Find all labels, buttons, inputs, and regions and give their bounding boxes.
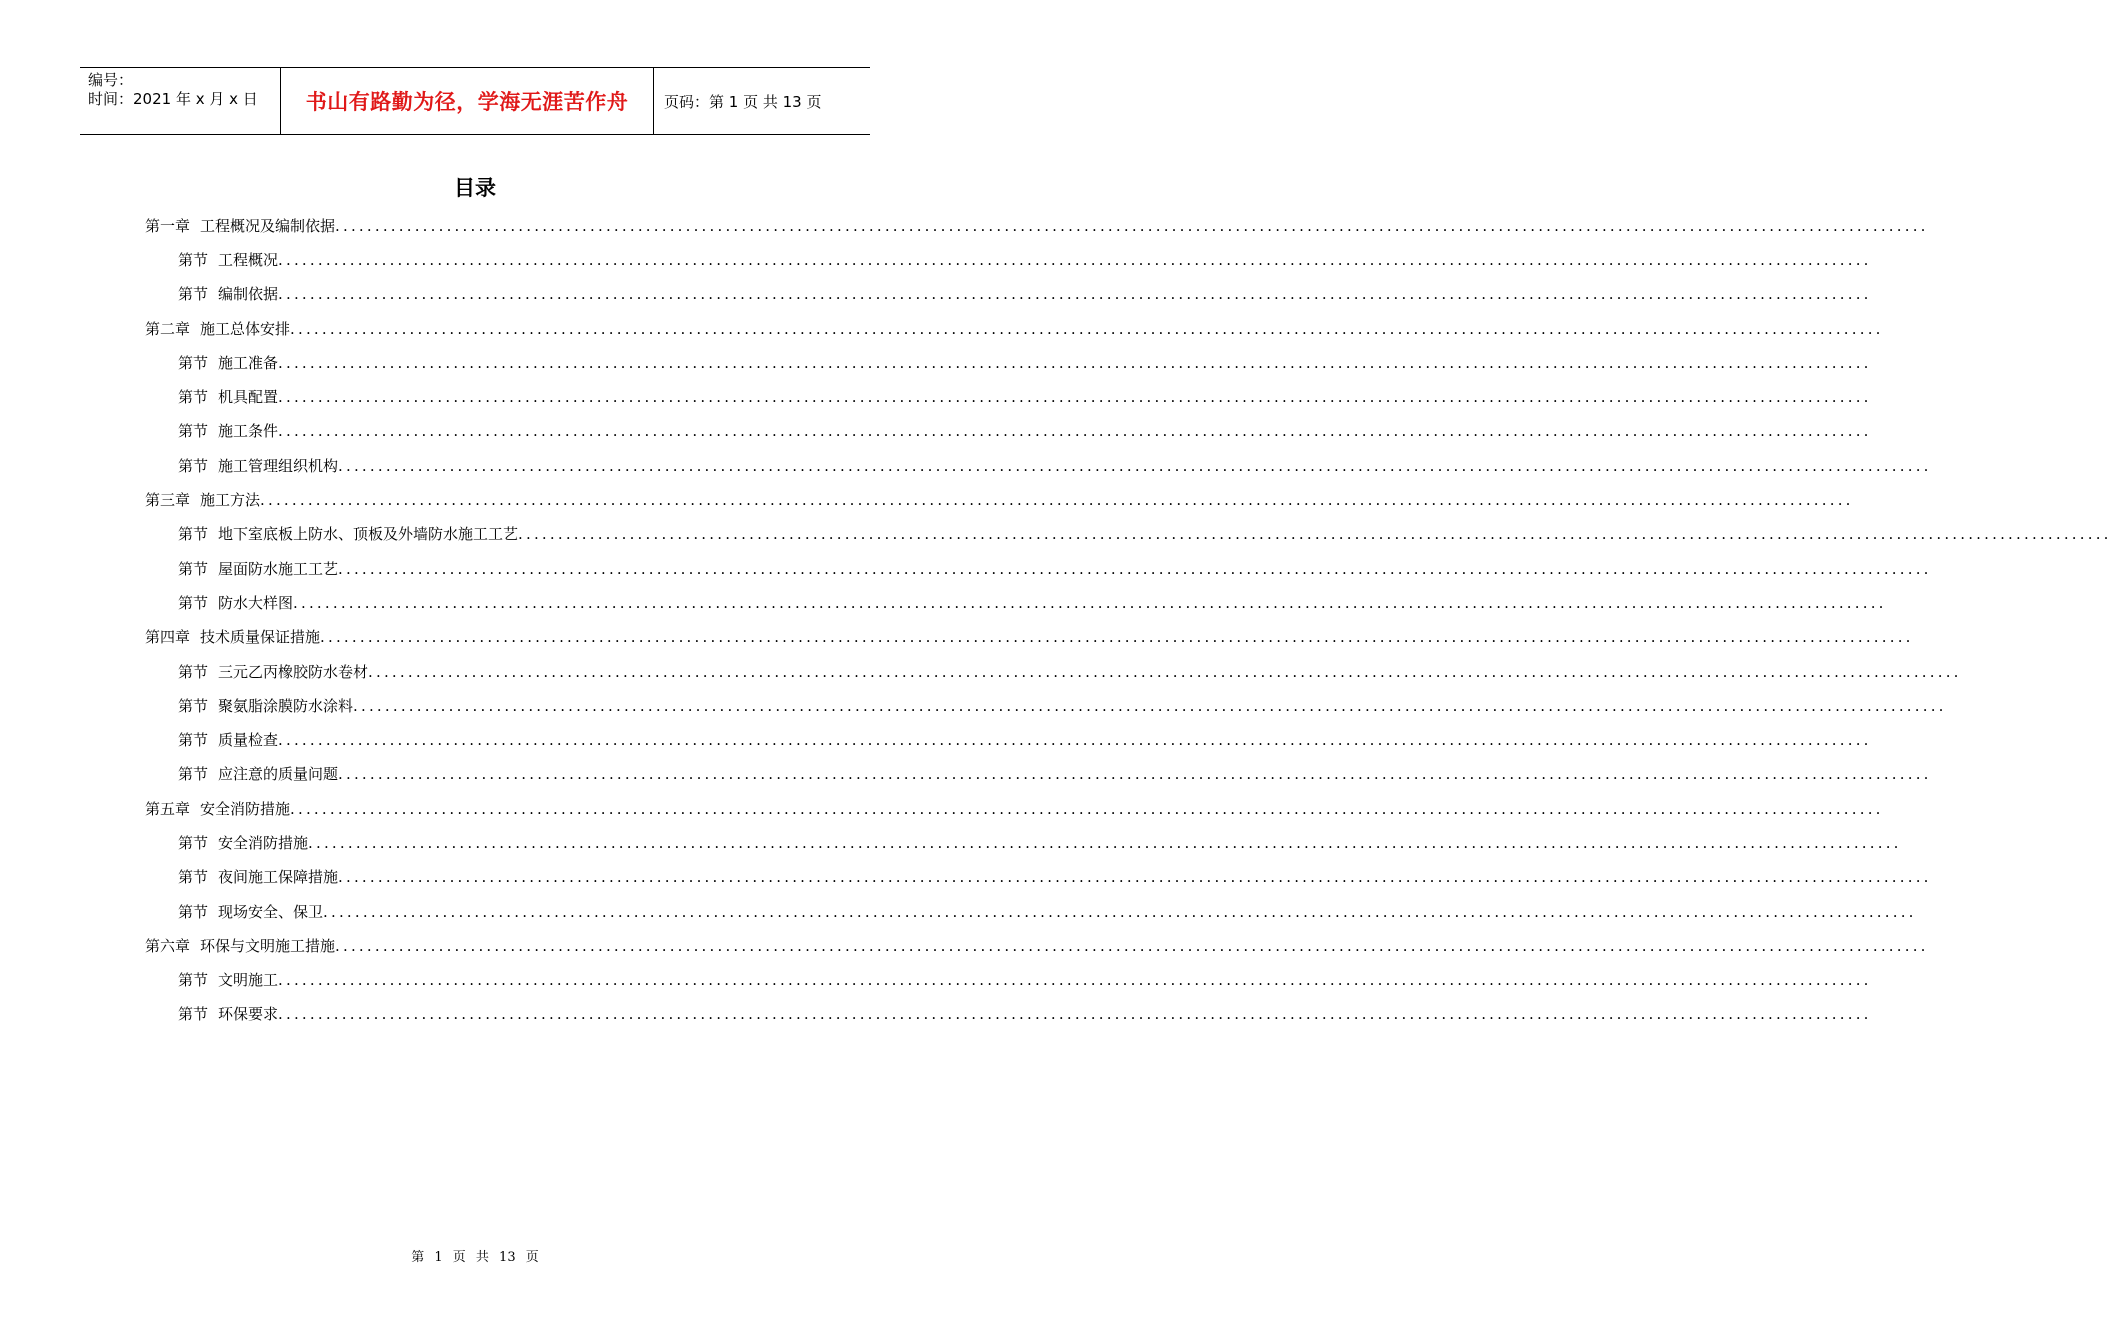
toc-section-entry[interactable]	[0, 379, 1872, 413]
toc-entry-line	[178, 420, 1872, 441]
header-motto: 书山有路勤为径，学海无涯苦作舟	[305, 90, 629, 114]
toc-entry-prefix: 第节	[178, 868, 209, 887]
toc-dot-leader: ........................................................................................................................................................................................................	[308, 833, 1902, 852]
table-of-contents	[0, 208, 2112, 1031]
toc-entry-prefix: 第节	[178, 388, 209, 407]
toc-dot-leader: ........................................................................................................................................................................................................	[278, 353, 1872, 372]
toc-entry-line	[178, 763, 1932, 784]
toc-section-entry[interactable]	[0, 551, 1932, 585]
toc-dot-leader: ........................................................................................................................................................................................................	[338, 765, 1932, 784]
toc-entry-prefix: 第节	[178, 1005, 209, 1024]
toc-section-entry[interactable]	[0, 963, 1872, 997]
toc-entry-line	[178, 832, 1902, 853]
toc-dot-leader: ........................................................................................................................................................................................................	[338, 868, 1932, 887]
toc-dot-leader: ........................................................................................................................................................................................................	[338, 456, 1932, 475]
toc-entry-line	[178, 866, 1932, 887]
toc-dot-leader: ........................................................................................................................................................................................................	[335, 216, 1929, 235]
toc-entry-line	[178, 592, 1887, 613]
toc-entry-prefix: 第二章	[145, 319, 191, 338]
toc-section-entry[interactable]	[0, 894, 1917, 928]
toc-chapter-entry[interactable]	[0, 482, 1854, 516]
toc-dot-leader: ........................................................................................................................................................................................................	[278, 971, 1872, 990]
toc-entry-prefix: 第节	[178, 833, 209, 852]
toc-entry-line	[178, 386, 1872, 407]
toc-chapter-entry[interactable]	[0, 311, 1884, 345]
toc-entry-text: 聚氨脂涂膜防水涂料	[218, 696, 354, 715]
toc-section-entry[interactable]	[0, 517, 2112, 551]
toc-dot-leader: ........................................................................................................................................................................................................	[290, 799, 1884, 818]
toc-entry-line	[178, 455, 1932, 476]
toc-entry-prefix: 第节	[178, 902, 209, 921]
toc-entry-line	[178, 523, 2112, 544]
header-motto-cell	[281, 68, 654, 134]
toc-chapter-entry[interactable]	[0, 928, 1929, 962]
toc-entry-prefix: 第节	[178, 593, 209, 612]
toc-entry-text: 地下室底板上防水、顶板及外墙防水施工工艺	[218, 525, 519, 544]
toc-entry-text: 编制依据	[218, 285, 279, 304]
header-page-info: 页码：第 1 页 共 13 页	[664, 92, 822, 111]
toc-entry-line	[145, 318, 1884, 339]
toc-dot-leader: ........................................................................................................................................................................................................	[293, 593, 1887, 612]
toc-entry-line	[178, 283, 1872, 304]
toc-entry-text: 施工管理组织机构	[218, 456, 339, 475]
toc-chapter-entry[interactable]	[0, 791, 1884, 825]
toc-section-entry[interactable]	[0, 757, 1932, 791]
toc-entry-text: 三元乙丙橡胶防水卷材	[218, 662, 369, 681]
toc-entry-text: 施工方法	[200, 491, 261, 510]
toc-entry-line	[178, 558, 1932, 579]
toc-dot-leader: ........................................................................................................................................................................................................	[518, 525, 2112, 544]
toc-entry-text: 施工总体安排	[200, 319, 291, 338]
toc-entry-text: 环保与文明施工措施	[200, 936, 336, 955]
toc-entry-text: 技术质量保证措施	[200, 628, 321, 647]
toc-section-entry[interactable]	[0, 654, 1962, 688]
toc-section-entry[interactable]	[0, 860, 1932, 894]
toc-entry-text: 施工准备	[218, 353, 279, 372]
toc-entry-line	[178, 729, 1872, 750]
toc-section-entry[interactable]	[0, 448, 1932, 482]
toc-entry-line	[145, 626, 1914, 647]
toc-entry-text: 工程概况	[218, 250, 279, 269]
toc-entry-line	[145, 798, 1884, 819]
toc-entry-prefix: 第四章	[145, 628, 191, 647]
toc-entry-prefix: 第节	[178, 696, 209, 715]
toc-dot-leader: ........................................................................................................................................................................................................	[278, 388, 1872, 407]
toc-title: 目录	[454, 176, 496, 200]
toc-entry-prefix: 第节	[178, 662, 209, 681]
time-label: 时间：2021 年 x 月 x 日	[88, 90, 258, 108]
toc-entry-prefix: 第节	[178, 285, 209, 304]
toc-dot-leader: ........................................................................................................................................................................................................	[260, 491, 1854, 510]
toc-entry-prefix: 第节	[178, 971, 209, 990]
toc-dot-leader: ........................................................................................................................................................................................................	[320, 628, 1914, 647]
toc-dot-leader: ........................................................................................................................................................................................................	[323, 902, 1917, 921]
toc-entry-prefix: 第节	[178, 559, 209, 578]
toc-entry-text: 工程概况及编制依据	[200, 216, 336, 235]
number-label: 编号：	[88, 71, 134, 89]
toc-entry-line	[145, 489, 1854, 510]
toc-section-entry[interactable]	[0, 688, 1947, 722]
toc-section-entry[interactable]	[0, 414, 1872, 448]
page-header	[80, 67, 870, 135]
toc-section-entry[interactable]	[0, 722, 1872, 756]
toc-entry-line	[145, 935, 1929, 956]
page-footer: 第 1 页 共 13 页	[411, 1250, 539, 1265]
toc-entry-text: 施工条件	[218, 422, 279, 441]
toc-dot-leader: ........................................................................................................................................................................................................	[278, 422, 1872, 441]
header-meta	[80, 68, 281, 134]
toc-entry-text: 文明施工	[218, 971, 279, 990]
toc-entry-text: 现场安全、保卫	[218, 902, 324, 921]
toc-chapter-entry[interactable]	[0, 208, 1929, 242]
toc-entry-prefix: 第节	[178, 422, 209, 441]
toc-dot-leader: ........................................................................................................................................................................................................	[353, 696, 1947, 715]
toc-entry-text: 夜间施工保障措施	[218, 868, 339, 887]
toc-entry-prefix: 第一章	[145, 216, 191, 235]
toc-entry-text: 应注意的质量问题	[218, 765, 339, 784]
toc-dot-leader: ........................................................................................................................................................................................................	[278, 1005, 1872, 1024]
toc-section-entry[interactable]	[0, 825, 1902, 859]
toc-entry-text: 安全消防措施	[218, 833, 309, 852]
toc-entry-prefix: 第节	[178, 250, 209, 269]
toc-dot-leader: ........................................................................................................................................................................................................	[335, 936, 1929, 955]
toc-entry-prefix: 第节	[178, 353, 209, 372]
toc-dot-leader: ........................................................................................................................................................................................................	[278, 250, 1872, 269]
toc-entry-prefix: 第节	[178, 731, 209, 750]
toc-entry-prefix: 第节	[178, 765, 209, 784]
toc-entry-prefix: 第节	[178, 456, 209, 475]
toc-dot-leader: ........................................................................................................................................................................................................	[338, 559, 1932, 578]
toc-dot-leader: ........................................................................................................................................................................................................	[290, 319, 1884, 338]
toc-entry-prefix: 第六章	[145, 936, 191, 955]
toc-entry-line	[178, 1003, 1872, 1024]
toc-section-entry[interactable]	[0, 345, 1872, 379]
toc-entry-text: 安全消防措施	[200, 799, 291, 818]
toc-entry-text: 机具配置	[218, 388, 279, 407]
toc-section-entry[interactable]	[0, 585, 1887, 619]
toc-section-entry[interactable]	[0, 997, 1872, 1031]
toc-entry-text: 环保要求	[218, 1005, 279, 1024]
toc-section-entry[interactable]	[0, 242, 1872, 276]
toc-chapter-entry[interactable]	[0, 620, 1914, 654]
toc-entry-line	[178, 969, 1872, 990]
toc-entry-prefix: 第节	[178, 525, 209, 544]
toc-entry-line	[178, 695, 1947, 716]
toc-entry-text: 防水大样图	[218, 593, 294, 612]
toc-entry-line	[178, 661, 1962, 682]
toc-dot-leader: ........................................................................................................................................................................................................	[278, 731, 1872, 750]
toc-entry-line	[178, 249, 1872, 270]
toc-section-entry[interactable]	[0, 277, 1872, 311]
header-page-info-cell	[654, 68, 870, 134]
toc-dot-leader: ........................................................................................................................................................................................................	[368, 662, 1962, 681]
toc-entry-text: 质量检查	[218, 731, 279, 750]
toc-entry-line	[178, 352, 1872, 373]
toc-dot-leader: ........................................................................................................................................................................................................	[278, 285, 1872, 304]
toc-entry-line	[145, 215, 1929, 236]
toc-entry-prefix: 第五章	[145, 799, 191, 818]
toc-entry-line	[178, 901, 1917, 922]
toc-entry-text: 屋面防水施工工艺	[218, 559, 339, 578]
toc-entry-prefix: 第三章	[145, 491, 191, 510]
